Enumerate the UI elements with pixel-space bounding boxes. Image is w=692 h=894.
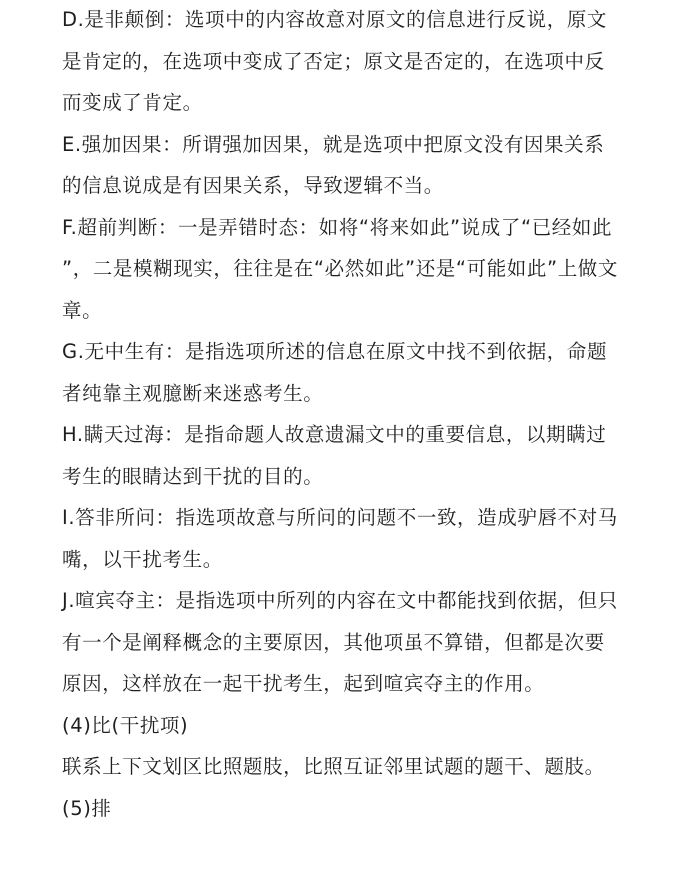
paragraph-i-irrelevant-answer: I.答非所问：指选项故意与所问的问题不一致，造成驴唇不对马嘴，以干扰考生。: [62, 506, 618, 571]
paragraph-d-reversal: D.是非颠倒：选项中的内容故意对原文的信息进行反说，原文是肯定的，在选项中变成了否定；原文是否定的，在选项中反而变成了肯定。: [62, 8, 608, 114]
paragraph-h-omission: H.瞒天过海：是指命题人故意遗漏文中的重要信息，以期瞒过考生的眼睛达到干扰的目的。: [62, 423, 607, 488]
paragraph-e-forced-causality: E.强加因果：所谓强加因果，就是选项中把原文没有因果关系的信息说成是有因果关系，导致逻辑不当。: [62, 132, 605, 197]
paragraph-compare-method: 联系上下文划区比照题肢，比照互证邻里试题的题干、题肢。: [62, 755, 605, 778]
paragraph-j-secondary-over-primary: J.喧宾夺主：是指选项中所列的内容在文中都能找到依据，但只有一个是阐释概念的主要原因，其他项虽不算错，但都是次要原因，这样放在一起干扰考生，起到喧宾夺主的作用。: [62, 589, 618, 695]
paragraph-g-fabrication: G.无中生有：是指选项所述的信息在原文中找不到依据，命题者纯靠主观臆断来迷惑考生。: [62, 340, 608, 405]
section-heading-5-eliminate: (5)排: [62, 796, 112, 820]
section-heading-4-compare: (4)比(干扰项): [62, 713, 189, 737]
article-body: [62, 0, 622, 829]
paragraph-f-premature-judgment: F.超前判断：一是弄错时态：如将“将来如此”说成了“已经如此”，二是模糊现实，往往是在“必然如此”还是“可能如此”上做文章。: [62, 215, 619, 322]
